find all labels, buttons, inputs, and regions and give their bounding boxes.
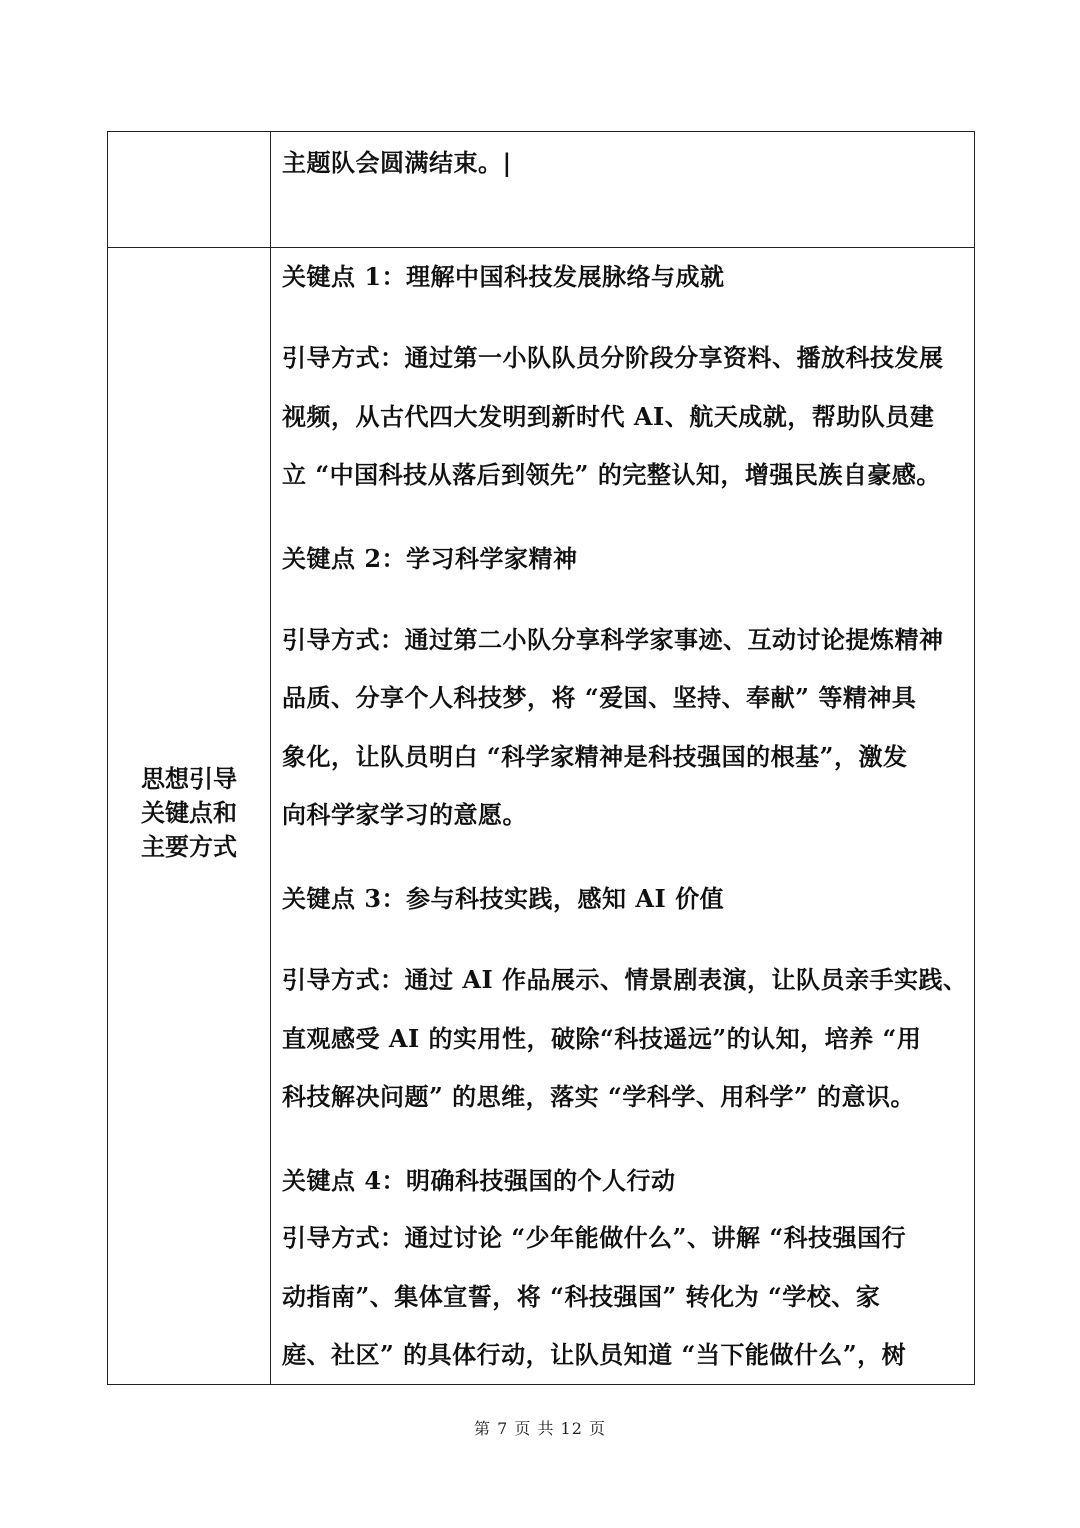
guidance-text-line: 动指南”、集体宣誓，将 “科技强国” 转化为 “学校、家	[282, 1282, 881, 1311]
guidance-text-line: 科技解决问题” 的思维，落实 “学科学、用科学” 的意识。	[282, 1082, 915, 1111]
table-cell-conclusion	[271, 132, 975, 248]
guidance-text-line: 引导方式：通过第二小队分享科学家事迹、互动讨论提炼精神	[282, 625, 944, 654]
guidance-text-line: 庭、社区” 的具体行动，让队员知道 “当下能做什么”，树	[282, 1340, 907, 1369]
key-point-heading: 关键点 4：明确科技强国的个人行动	[282, 1166, 676, 1195]
guidance-text-line: 向科学家学习的意愿。	[282, 800, 527, 829]
guidance-text-line: 直观感受 AI 的实用性，破除“科技遥远”的认知，培养 “用	[282, 1024, 922, 1053]
guidance-text-line: 引导方式：通过第一小队队员分阶段分享资料、播放科技发展	[282, 343, 944, 372]
guidance-text-line: 视频，从古代四大发明到新时代 AI、航天成就，帮助队员建	[282, 402, 935, 431]
key-point-heading: 关键点 3：参与科技实践，感知 AI 价值	[282, 884, 725, 913]
row-label-line: 关键点和	[141, 799, 237, 827]
key-point-heading: 关键点 1：理解中国科技发展脉络与成就	[282, 262, 725, 291]
table-cell-empty	[108, 132, 271, 248]
table-cell-guidance	[271, 248, 975, 1385]
content-table	[107, 131, 975, 1385]
page-number-footer: 第 7 页 共 12 页	[474, 1419, 606, 1438]
conclusion-text: 主题队会圆满结束。|	[282, 148, 512, 177]
guidance-text-line: 象化，让队员明白 “科学家精神是科技强国的根基”，激发	[282, 742, 908, 771]
table-row	[108, 248, 975, 1385]
guidance-text-line: 引导方式：通过讨论 “少年能做什么”、讲解 “科技强国行	[282, 1223, 907, 1252]
row-label-line: 思想引导	[141, 765, 237, 793]
key-point-heading: 关键点 2：学习科学家精神	[282, 544, 578, 573]
guidance-text-line: 立 “中国科技从落后到领先” 的完整认知，增强民族自豪感。	[282, 460, 941, 489]
guidance-text-line: 引导方式：通过 AI 作品展示、情景剧表演，让队员亲手实践、	[282, 965, 968, 994]
guidance-text-line: 品质、分享个人科技梦，将 “爱国、坚持、奉献” 等精神具	[282, 683, 917, 712]
table-cell-row-label	[108, 248, 271, 1385]
table-row	[108, 132, 975, 248]
row-label-line: 主要方式	[141, 833, 237, 861]
